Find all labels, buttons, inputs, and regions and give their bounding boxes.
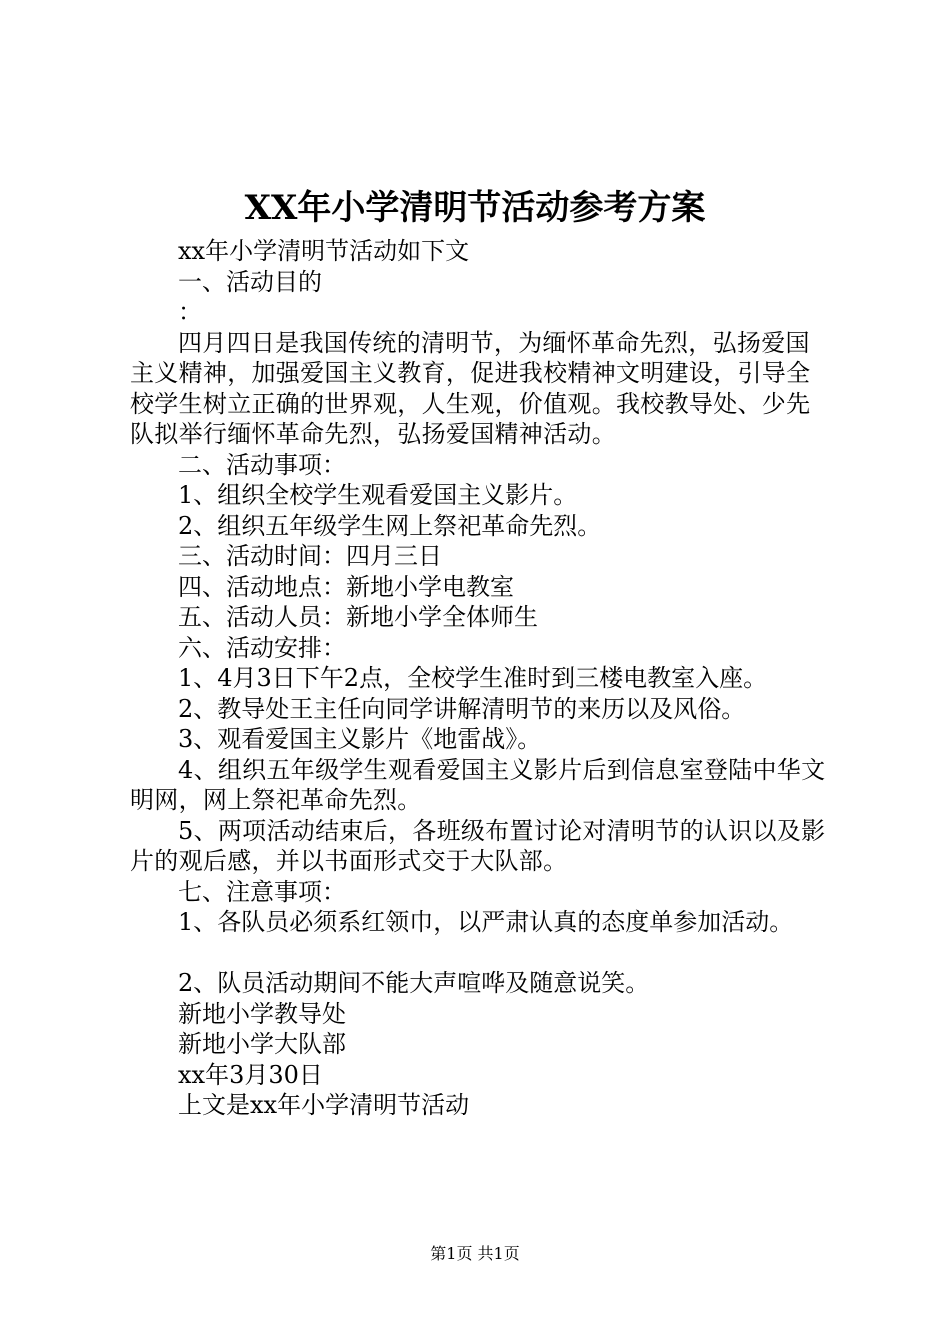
list-item: 1、组织全校学生观看爱国主义影片。 (178, 481, 578, 509)
colon-line: ： (178, 298, 202, 326)
section-heading-items: 二、活动事项： (178, 450, 346, 479)
section-heading-schedule: 六、活动安排： (178, 633, 346, 662)
list-item: 4、组织五年级学生观看爱国主义影片后到信息室登陆中华文明网，网上祭祀革命先烈。 (130, 755, 826, 814)
list-item: 3、观看爱国主义影片《地雷战》。 (178, 725, 542, 753)
section-heading-time: 三、活动时间：四月三日 (178, 542, 442, 570)
list-item: 2、队员活动期间不能大声喧哗及随意说笑。 (178, 969, 650, 997)
document-title: XX年小学清明节活动参考方案 (244, 188, 706, 228)
list-item: 1、各队员必须系红领巾，以严肃认真的态度单参加活动。 (178, 908, 794, 936)
signature-brigade: 新地小学大队部 (178, 1030, 346, 1058)
list-item: 5、两项活动结束后，各班级布置讨论对清明节的认识以及影片的观后感，并以书面形式交于大队部。 (130, 816, 826, 875)
list-item: 1、4月3日下午2点，全校学生准时到三楼电教室入座。 (178, 664, 768, 692)
intro-line: xx年小学清明节活动如下文 (178, 237, 470, 265)
list-item: 2、教导处王主任向同学讲解清明节的来历以及风俗。 (178, 694, 746, 723)
signature-office: 新地小学教导处 (178, 999, 346, 1028)
section-heading-notes: 七、注意事项： (178, 877, 346, 906)
section-heading-location: 四、活动地点：新地小学电教室 (178, 572, 514, 601)
closing-line: 上文是xx年小学清明节活动 (178, 1091, 470, 1119)
purpose-paragraph: 四月四日是我国传统的清明节，为缅怀革命先烈，弘扬爱国主义精神，加强爱国主义教育，促进我校精神文明建设，引导全校学生树立正确的世界观，人生观，价值观。我校教导处、少先队拟举行缅怀革命先烈，弘扬爱国精神活动。 (130, 328, 811, 448)
page-footer: 第1页 共1页 (430, 1244, 520, 1263)
blank-line (130, 938, 850, 969)
document-date: xx年3月30日 (178, 1060, 323, 1089)
list-item: 2、组织五年级学生网上祭祀革命先烈。 (178, 511, 602, 540)
section-heading-purpose: 一、活动目的 (178, 267, 322, 296)
section-heading-participants: 五、活动人员：新地小学全体师生 (178, 603, 538, 631)
document-body (130, 236, 850, 1121)
